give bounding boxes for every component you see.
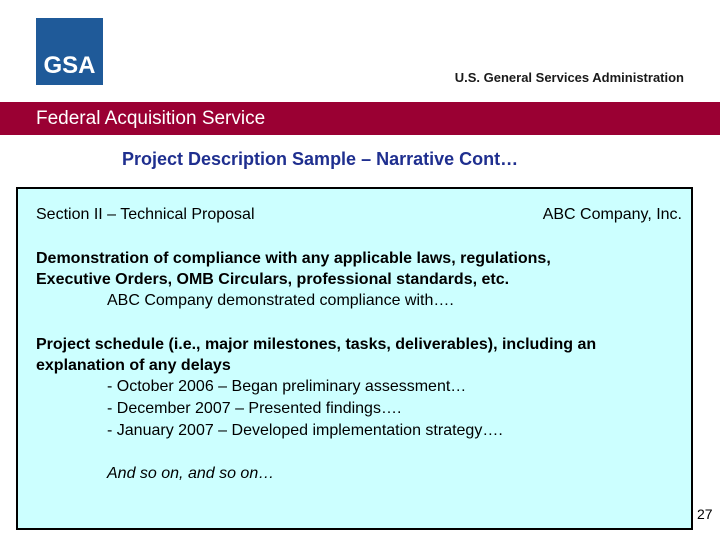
agency-name: U.S. General Services Administration: [454, 70, 684, 85]
company-name: ABC Company, Inc.: [542, 206, 682, 223]
schedule-heading-line1: Project schedule (i.e., major milestones, tasks, deliverables), including an: [36, 336, 597, 353]
compliance-heading-line2: Executive Orders, OMB Circulars, professional standards, etc.: [36, 271, 510, 288]
gsa-logo-mark: [36, 18, 103, 85]
schedule-item: - January 2007 – Developed implementation strategy….: [107, 422, 503, 439]
service-name: Federal Acquisition Service: [36, 108, 266, 129]
page-number: 27: [697, 506, 713, 522]
compliance-detail: ABC Company demonstrated compliance with….: [107, 292, 454, 309]
slide-title: Project Description Sample – Narrative Cont…: [122, 149, 519, 169]
schedule-item: - October 2006 – Began preliminary assessment…: [107, 378, 467, 395]
closing-text: And so on, and so on…: [107, 465, 275, 482]
schedule-item: - December 2007 – Presented findings….: [107, 400, 402, 417]
schedule-heading-line2: explanation of any delays: [36, 357, 231, 374]
section-label: Section II – Technical Proposal: [36, 206, 255, 223]
gsa-logo-text: GSA: [43, 52, 96, 79]
gsa-logo: [36, 18, 103, 85]
compliance-heading-line1: Demonstration of compliance with any applicable laws, regulations,: [36, 250, 551, 267]
